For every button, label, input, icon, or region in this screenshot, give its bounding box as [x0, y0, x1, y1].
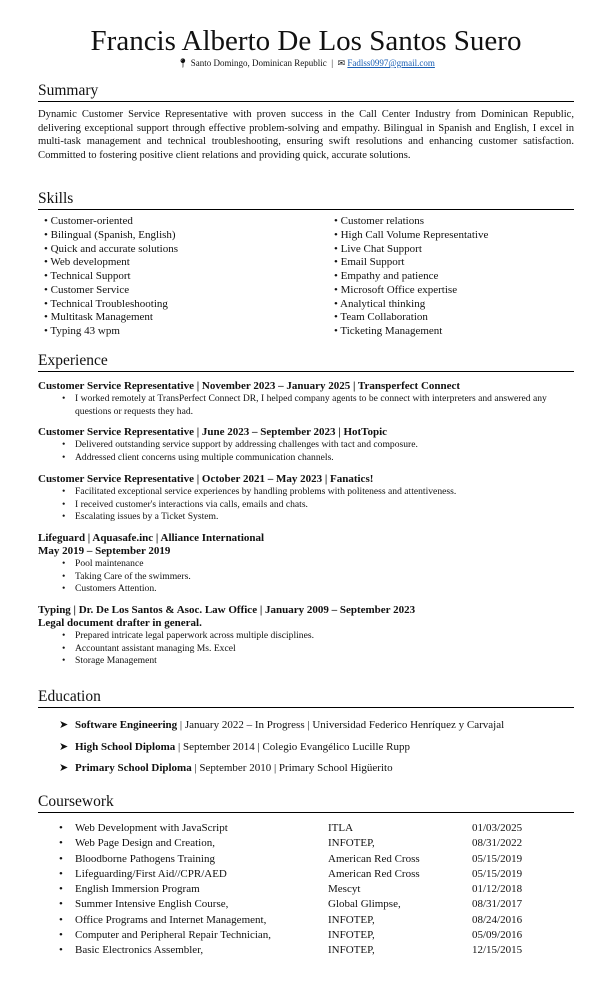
education-section: [38, 688, 574, 780]
job-entry: [38, 380, 574, 418]
job-bullet: • Prepared intricate legal paperwork across multiple disciplines.: [75, 630, 574, 643]
job-title: Customer Service Representative | October 2021 – May 2023 | Fanatics!: [38, 472, 374, 485]
contact-line: 📍︎ Santo Domingo, Dominican Republic | ✉ Fadlss0997@gmail.com: [177, 58, 435, 68]
skill-item: • Bilingual (Spanish, English): [44, 229, 334, 243]
skill-item: • Microsoft Office expertise: [334, 284, 580, 298]
course-row: [38, 836, 574, 851]
job-bullets: [38, 393, 574, 418]
course-row: [38, 867, 574, 882]
candidate-name: Francis Alberto De Los Santos Suero: [90, 25, 522, 57]
course-row: [38, 882, 574, 897]
course-date: 08/24/2016: [472, 913, 523, 926]
skill-item: • Analytical thinking: [334, 298, 580, 312]
job-bullet: • Escalating issues by a Ticket System.: [75, 511, 574, 524]
bullet-icon: •: [59, 852, 63, 865]
skill-item: • Live Chat Support: [334, 243, 580, 257]
education-item: [38, 715, 574, 737]
job-subtitle: May 2019 – September 2019: [38, 544, 171, 557]
skill-item: • Technical Support: [44, 270, 334, 284]
course-row: [38, 943, 574, 958]
course-name: Basic Electronics Assembler,: [75, 944, 204, 956]
job-bullet: • Accountant assistant managing Ms. Excel: [75, 643, 574, 656]
bullet-icon: •: [59, 822, 63, 834]
course-name: Office Programs and Internet Management,: [75, 913, 267, 926]
course-date: 05/09/2016: [472, 928, 523, 941]
skill-item: • Technical Troubleshooting: [44, 298, 334, 312]
coursework-section: [38, 793, 574, 958]
course-institution: INFOTEP,: [328, 837, 375, 850]
education-details: | September 2014 | Colegio Evangélico Lucille Rupp: [175, 740, 410, 753]
job-bullet: • Taking Care of the swimmers.: [75, 571, 574, 584]
section-title: Experience: [38, 352, 574, 372]
job-bullet: • I received customer's interactions via calls, emails and chats.: [75, 499, 574, 512]
job-bullets: [38, 630, 574, 668]
course-date: 01/12/2018: [472, 883, 523, 895]
skill-item: • Multitask Management: [44, 311, 334, 325]
arrow-bullet-icon: ➤: [59, 762, 69, 774]
course-date: 01/03/2025: [472, 822, 523, 834]
course-row: [38, 913, 574, 928]
bullet-icon: •: [59, 898, 63, 911]
course-institution: American Red Cross: [328, 867, 420, 880]
course-name: Summer Intensive English Course,: [75, 898, 229, 911]
course-date: 08/31/2017: [472, 898, 523, 911]
section-title: Education: [38, 688, 574, 708]
course-name: Lifeguarding/First Aid//CPR/AED: [75, 867, 227, 880]
course-date: 12/15/2015: [472, 944, 523, 956]
education-item: [38, 758, 574, 780]
experience-section: [38, 352, 574, 668]
course-institution: INFOTEP,: [328, 928, 375, 941]
skill-item: • Ticketing Management: [334, 325, 580, 339]
section-title: Skills: [38, 190, 574, 210]
job-bullet: • Facilitated exceptional service experiences by handling problems with politeness and attentiveness.: [75, 486, 574, 499]
job-bullets: [38, 439, 574, 464]
course-date: 08/31/2022: [472, 837, 523, 850]
course-name: Bloodborne Pathogens Training: [75, 852, 215, 865]
job-title: Customer Service Representative | June 2023 – September 2023 | HotTopic: [38, 426, 388, 439]
email-link[interactable]: Fadlss0997@gmail.com: [347, 58, 435, 68]
degree: Software Engineering: [75, 719, 178, 731]
skill-item: • High Call Volume Representative: [334, 229, 580, 243]
skill-item: • Customer-oriented: [44, 215, 334, 229]
course-name: English Immersion Program: [75, 883, 200, 895]
education-details: | January 2022 – In Progress | Universidad Federico Henríquez y Carvajal: [177, 719, 505, 731]
summary-section: [38, 82, 574, 162]
degree: High School Diploma: [75, 740, 176, 753]
skill-item: • Team Collaboration: [334, 311, 580, 325]
bullet-icon: •: [59, 837, 63, 850]
job-entry: [38, 426, 574, 464]
bullet-icon: •: [59, 944, 63, 956]
education-item: [38, 737, 574, 759]
bullet-icon: •: [59, 867, 63, 880]
course-institution: American Red Cross: [328, 852, 420, 865]
job-entry: [38, 604, 574, 668]
course-institution: Mescyt: [328, 883, 361, 895]
job-bullets: [38, 558, 574, 596]
course-name: Computer and Peripheral Repair Technician,: [75, 928, 272, 941]
job-bullets: [38, 486, 574, 524]
job-title: Typing | Dr. De Los Santos & Asoc. Law Office | January 2009 – September 2023: [38, 604, 416, 617]
skill-item: • Typing 43 wpm: [44, 325, 334, 339]
course-institution: INFOTEP,: [328, 913, 375, 926]
course-name: Web Page Design and Creation,: [75, 837, 215, 850]
arrow-bullet-icon: ➤: [59, 740, 69, 753]
skill-item: • Customer Service: [44, 284, 334, 298]
course-name: Web Development with JavaScript: [75, 822, 228, 834]
job-title: Lifeguard | Aquasafe.inc | Alliance International: [38, 531, 265, 544]
job-bullet: • Addressed client concerns using multiple communication channels.: [75, 452, 574, 465]
course-date: 05/15/2019: [472, 867, 523, 880]
skills-section: [38, 190, 574, 339]
bullet-icon: •: [59, 913, 63, 926]
job-title: Customer Service Representative | November 2023 – January 2025 | Transperfect Connect: [38, 380, 461, 392]
course-institution: INFOTEP,: [328, 944, 375, 956]
course-institution: ITLA: [328, 822, 354, 834]
job-subtitle: Legal document drafter in general.: [38, 617, 202, 630]
location: Santo Domingo, Dominican Republic: [190, 58, 327, 68]
job-bullet: • Storage Management: [75, 655, 574, 668]
job-bullet: • I worked remotely at TransPerfect Connect DR, I helped company agents to be connect with interpreters and answered any questions or requests they had.: [75, 393, 574, 418]
skills-list: [38, 215, 574, 339]
course-row: [38, 852, 574, 867]
course-row: [38, 928, 574, 943]
bullet-icon: •: [59, 928, 63, 941]
skill-item: • Quick and accurate solutions: [44, 243, 334, 257]
job-bullet: • Customers Attention.: [75, 583, 574, 596]
arrow-bullet-icon: ➤: [59, 719, 69, 731]
education-details: | September 2010 | Primary School Higüerito: [191, 762, 393, 774]
course-institution: Global Glimpse,: [328, 898, 401, 911]
summary-text: Dynamic Customer Service Representative with proven success in the Call Center Industry from Dominican Republic, delivering exceptional support through effective problem-solving and empathy. Bilingual in Spanish and English, I excel in multi-task management and technical troubleshooting, ensuring swift resolutions and enhancing customer satisfaction. Committed to fostering positive client relations and providing quick, accurate solutions.: [38, 109, 574, 161]
section-title: Coursework: [38, 793, 574, 813]
mail-icon: ✉: [337, 58, 346, 68]
job-entry: [38, 473, 574, 524]
job-bullet: • Delivered outstanding service support by addressing challenges with tact and composure.: [75, 439, 574, 452]
course-row: [38, 897, 574, 912]
skill-item: • Customer relations: [334, 215, 580, 229]
degree: Primary School Diploma: [75, 762, 192, 774]
course-date: 05/15/2019: [472, 852, 523, 865]
skill-item: • Email Support: [334, 256, 580, 270]
job-entry: [38, 532, 574, 596]
skill-item: • Empathy and patience: [334, 270, 580, 284]
location-pin-icon: 📍︎: [177, 58, 189, 68]
bullet-icon: •: [59, 883, 63, 895]
section-title: Summary: [38, 82, 574, 102]
skill-item: • Web development: [44, 256, 334, 270]
course-row: [38, 821, 574, 836]
job-bullet: • Pool maintenance: [75, 558, 574, 571]
